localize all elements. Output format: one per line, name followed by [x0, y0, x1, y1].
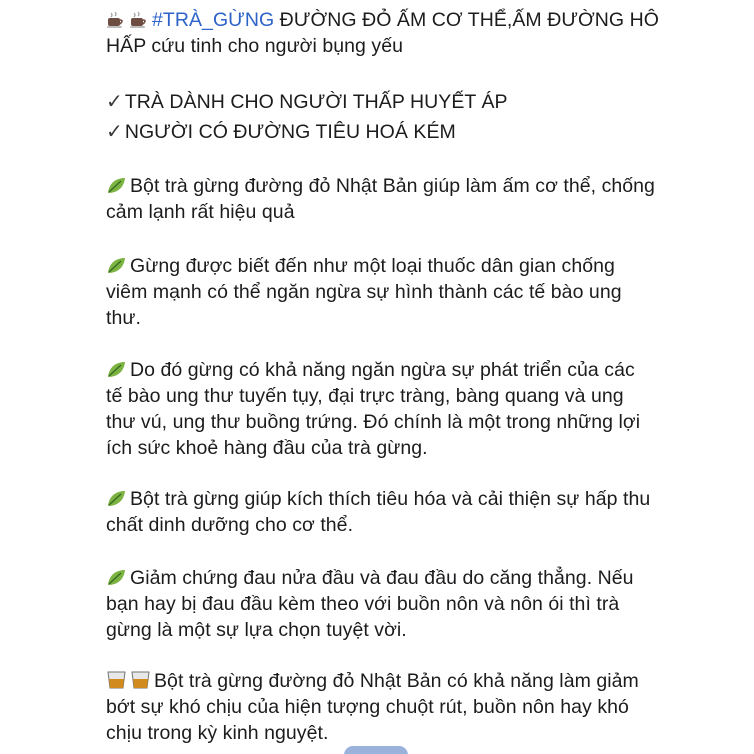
paragraph-line: tế bào ung thư tuyến tụy, đại trực tràng, bàng quang và ung	[106, 385, 624, 407]
header-line-2: HẤP cứu tinh cho người bụng yếu	[106, 35, 404, 57]
paragraph-line	[106, 668, 639, 694]
leaf-icon	[106, 256, 127, 275]
check-item-text: NGƯỜI CÓ ĐƯỜNG TIÊU HOÁ KÉM	[124, 121, 456, 143]
check-mark-icon: ✓	[106, 119, 123, 143]
paragraph-line: cảm lạnh rất hiệu quả	[106, 201, 295, 223]
hot-beverage-icon	[106, 11, 126, 29]
check-item-text: TRÀ DÀNH CHO NGƯỜI THẤP HUYẾT ÁP	[124, 91, 508, 113]
hot-beverage-icon	[129, 11, 149, 29]
paragraph-line: bạn hay bị đau đầu kèm theo với buồn nôn và nôn ói thì trà	[106, 593, 620, 615]
leaf-icon	[106, 176, 127, 195]
leaf-icon	[106, 360, 127, 379]
header-title-text: ĐƯỜNG ĐỎ ẤM CƠ THỂ,ẤM ĐƯỜNG HÔ	[274, 9, 659, 31]
paragraph-line: viêm mạnh có thể ngăn ngừa sự hình thành các tế bào ung	[106, 281, 622, 303]
leaf-icon	[106, 489, 127, 508]
leaf-icon	[106, 568, 127, 587]
paragraph-text: Giảm chứng đau nửa đầu và đau đầu do căng thẳng. Nếu	[130, 567, 634, 589]
scroll-indicator[interactable]	[344, 746, 408, 754]
paragraph-line	[106, 253, 615, 279]
paragraph-line	[106, 565, 634, 591]
paragraph-line: thư.	[106, 307, 141, 329]
paragraph-line: bớt sự khó chịu của hiện tượng chuột rút, buồn nôn hay khó	[106, 696, 629, 718]
paragraph-text: Bột trà gừng giúp kích thích tiêu hóa và cải thiện sự hấp thu	[130, 488, 651, 510]
paragraph-line: gừng là một sự lựa chọn tuyệt vời.	[106, 619, 407, 641]
paragraph-text: Bột trà gừng đường đỏ Nhật Bản giúp làm ấm cơ thể, chống	[130, 175, 655, 197]
hashtag-link[interactable]: #TRÀ_GỪNG	[152, 9, 275, 31]
paragraph-line	[106, 173, 655, 199]
paragraph-line: chịu trong kỳ kinh nguyệt.	[106, 722, 329, 744]
check-item	[106, 118, 456, 145]
paragraph-line: thư vú, ung thư buồng trứng. Đó chính là một trong những lợi	[106, 411, 641, 433]
tumbler-glass-icon	[106, 670, 127, 690]
paragraph-text: Gừng được biết đến như một loại thuốc dân gian chống	[130, 255, 615, 277]
paragraph-text: Bột trà gừng đường đỏ Nhật Bản có khả năng làm giảm	[154, 670, 639, 692]
paragraph-line: ích sức khoẻ hàng đầu của trà gừng.	[106, 437, 428, 459]
paragraph-text: Do đó gừng có khả năng ngăn ngừa sự phát triển của các	[130, 359, 635, 381]
paragraph-line	[106, 486, 650, 512]
check-item	[106, 88, 508, 115]
paragraph-line: chất dinh dưỡng cho cơ thể.	[106, 514, 354, 536]
header-line-1	[106, 7, 659, 33]
check-mark-icon: ✓	[106, 89, 123, 113]
tumbler-glass-icon	[130, 670, 151, 690]
paragraph-line	[106, 357, 635, 383]
